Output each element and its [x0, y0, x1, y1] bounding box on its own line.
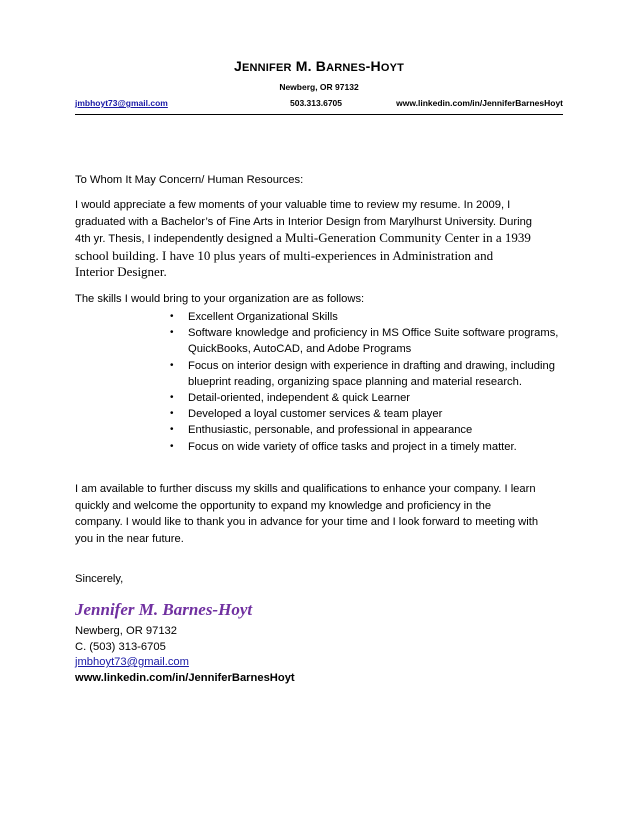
letterhead-website: www.linkedin.com/in/JenniferBarnesHoyt	[396, 98, 563, 108]
salutation: To Whom It May Concern/ Human Resources:	[75, 174, 304, 186]
closing-line: I am available to further discuss my skills and qualifications to enhance your company. I learn	[75, 483, 536, 495]
closing-line: company. I would like to thank you in advance for your time and I look forward to meeting with	[75, 516, 539, 528]
sign-off: Sincerely,	[75, 573, 124, 585]
intro-line: I would appreciate a few moments of your valuable time to review my resume. In 2009, I	[75, 199, 511, 211]
letterhead-email-link[interactable]: jmbhoyt73@gmail.com	[75, 98, 168, 108]
bullet-icon: •	[170, 359, 174, 371]
bullet-icon: •	[170, 440, 174, 452]
signature-website: www.linkedin.com/in/JenniferBarnesHoyt	[75, 671, 295, 684]
letterhead-contact-row	[75, 98, 563, 112]
letterhead-location: Newberg, OR 97132	[279, 82, 359, 92]
bullet-icon: •	[170, 327, 174, 339]
bullet-icon: •	[170, 424, 174, 436]
intro-line: 4th yr. Thesis, I independently designed a Multi-Generation Community Center in a 1939	[75, 230, 531, 245]
bullet-icon: •	[170, 392, 174, 404]
intro-paragraph	[75, 197, 565, 281]
list-item: • Detail-oriented, independent & quick Learner	[160, 390, 560, 406]
closing-paragraph	[75, 481, 565, 547]
signature-phone: C. (503) 313-6705	[75, 640, 166, 653]
intro-line: graduated with a Bachelor’s of Fine Arts in Interior Design from Marylhurst University. During	[75, 215, 533, 228]
list-item: • Focus on wide variety of office tasks and project in a timely matter.	[160, 439, 560, 455]
bullet-icon: •	[170, 408, 174, 420]
signature-city: Newberg, OR 97132	[75, 625, 177, 637]
closing-line: quickly and welcome the opportunity to expand my knowledge and proficiency in the	[75, 499, 492, 512]
list-item: • Excellent Organizational Skills	[160, 309, 560, 325]
signature-email-link[interactable]: jmbhoyt73@gmail.com	[75, 656, 189, 668]
bullet-icon: •	[170, 311, 174, 322]
list-item: • Software knowledge and proficiency in MS Office Suite software programs, QuickBooks, AutoCAD, and Adobe Programs	[170, 327, 559, 356]
list-item: • Developed a loyal customer services & team player	[160, 406, 560, 422]
closing-line: you in the near future.	[75, 532, 184, 545]
letterhead-divider	[75, 114, 563, 115]
letterhead-name: JENNIFER M. BARNES-HOYT	[233, 58, 405, 74]
intro-line: school building. I have 10 plus years of multi-experiences in Administration and	[75, 247, 494, 263]
letterhead-phone: 503.313.6705	[290, 98, 342, 108]
signature-contact-block	[75, 624, 475, 686]
skills-intro: The skills I would bring to your organization are as follows:	[75, 293, 365, 305]
signature-name: Jennifer M. Barnes-Hoyt	[75, 600, 253, 619]
list-item: • Focus on interior design with experience in drafting and drawing, including blueprint reading, organizing space planning and material research.	[170, 359, 555, 388]
skills-list	[160, 309, 560, 455]
intro-line: Interior Designer.	[75, 264, 167, 279]
list-item: • Enthusiastic, personable, and professional in appearance	[160, 422, 560, 438]
